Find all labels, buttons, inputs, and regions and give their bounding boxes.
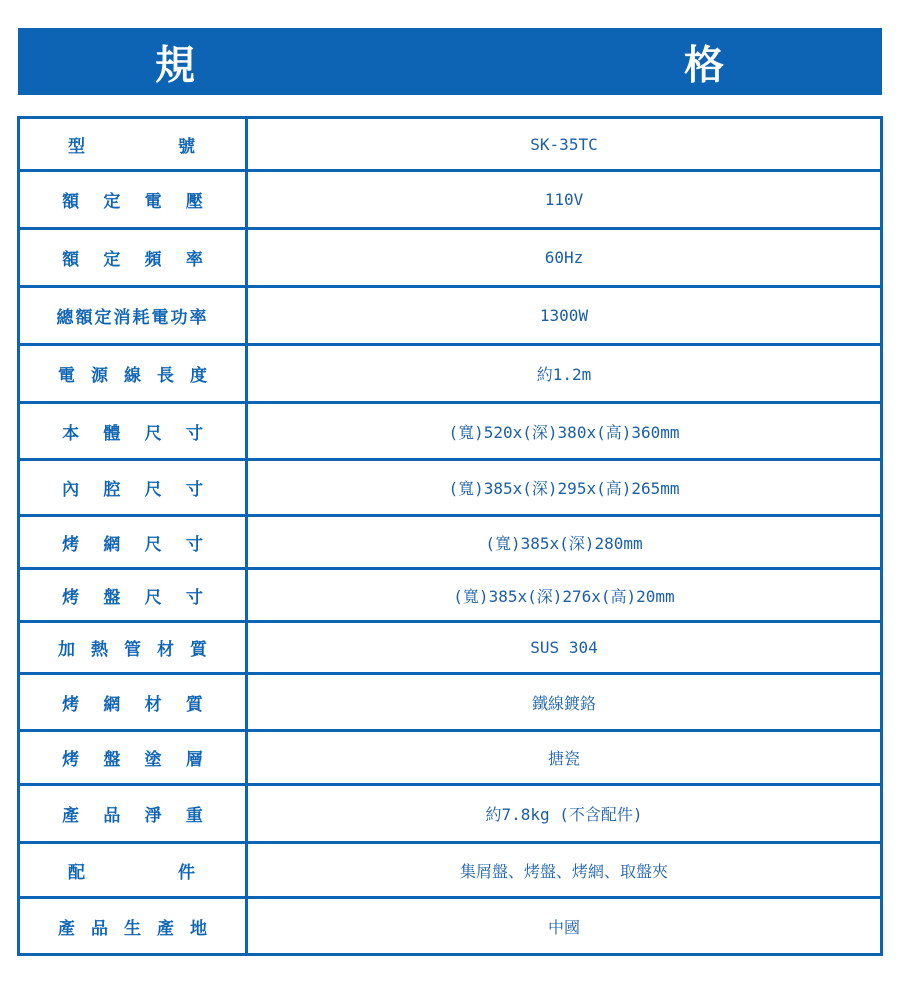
spec-label-char: 盤 [103,750,121,770]
spec-label-cell [19,516,247,569]
spec-label-char: 產 [157,918,174,939]
spec-label-char: 熱 [91,640,108,660]
spec-label-char: 件 [178,862,195,883]
spec-value: 鐵線鍍鉻 [247,674,882,731]
spec-label-char: 重 [185,806,203,826]
spec-label [20,303,245,328]
spec-label-char: 電 [58,366,75,386]
spec-label [20,690,245,715]
spec-label [20,187,245,212]
spec-label [20,245,245,270]
spec-value: (寬)385x(深)295x(高)265mm [247,460,882,516]
spec-label-char: 額 [62,250,80,270]
spec-value: 約1.2m [247,345,882,403]
spec-label-char: 地 [190,918,207,939]
spec-label-char: 電 [144,192,162,212]
spec-row [19,898,882,955]
spec-label-char: 體 [103,423,121,444]
spec-label [20,475,245,500]
header-title-right: 格 [684,42,724,88]
spec-table [17,116,883,956]
spec-label-cell [19,287,247,345]
spec-label-char: 品 [91,918,108,939]
spec-label-char: 尺 [144,423,162,444]
spec-value: 中國 [247,898,882,955]
spec-row [19,731,882,785]
spec-label-char: 寸 [185,534,203,555]
spec-label-cell [19,118,247,171]
spec-label-cell [19,345,247,403]
spec-label-char: 加 [58,640,75,660]
spec-label-cell [19,674,247,731]
spec-label-cell [19,403,247,460]
spec-label-cell [19,843,247,898]
spec-label-char: 線 [124,366,141,386]
spec-value: 110V [247,171,882,229]
spec-label-char: 生 [124,918,141,939]
spec-label-char: 寸 [185,423,203,444]
spec-label-cell [19,898,247,955]
spec-label-char: 壓 [185,192,203,212]
spec-label-char: 耗 [132,308,152,328]
spec-row [19,287,882,345]
spec-label-char: 烤 [62,587,80,608]
spec-label-char: 產 [62,806,80,826]
spec-row [19,118,882,171]
spec-label-char: 烤 [62,750,80,770]
spec-label-char: 寸 [185,587,203,608]
spec-label [20,801,245,826]
spec-label [20,745,245,770]
spec-label-char: 尺 [144,480,162,500]
spec-label [20,635,245,660]
spec-label [20,132,245,157]
spec-row [19,622,882,674]
spec-label-char: 產 [58,918,75,939]
spec-label-cell [19,171,247,229]
spec-label-char: 總 [56,308,76,328]
spec-label [20,419,245,444]
spec-label-char: 配 [68,862,85,883]
spec-label-char: 淨 [144,806,162,826]
spec-row [19,403,882,460]
spec-label [20,914,245,939]
spec-label [20,858,245,883]
spec-label-char: 尺 [144,534,162,555]
spec-label-cell [19,460,247,516]
spec-label-char: 盤 [103,587,121,608]
spec-row [19,229,882,287]
spec-row [19,171,882,229]
spec-label-char: 率 [185,250,203,270]
spec-label-cell [19,569,247,622]
spec-label-char: 內 [62,480,80,500]
spec-label-char: 長 [157,366,174,386]
spec-row [19,843,882,898]
spec-label-char: 型 [68,136,85,157]
spec-label-char: 材 [144,694,162,715]
spec-label-char: 額 [62,192,80,212]
spec-label-char: 源 [91,366,108,386]
spec-row [19,460,882,516]
spec-row [19,569,882,622]
spec-value: 搪瓷 [247,731,882,785]
spec-value: 約7.8kg (不含配件) [247,785,882,843]
spec-label [20,530,245,555]
spec-value: 60Hz [247,229,882,287]
spec-value: 1300W [247,287,882,345]
spec-label-char: 質 [185,694,203,715]
spec-label-char: 消 [113,308,133,328]
spec-label-char: 烤 [62,534,80,555]
spec-label-cell [19,229,247,287]
spec-label-char: 品 [103,806,121,826]
spec-label-char: 腔 [103,480,121,500]
spec-label-char: 材 [157,640,174,660]
spec-label-cell [19,785,247,843]
spec-label-char: 度 [190,366,207,386]
spec-label-char: 層 [185,750,203,770]
spec-row [19,674,882,731]
spec-label-char: 本 [62,423,80,444]
spec-value: (寬)520x(深)380x(高)360mm [247,403,882,460]
spec-label-char: 管 [124,640,141,660]
spec-label-char: 寸 [185,480,203,500]
spec-label-char: 網 [103,534,121,555]
spec-header-bar [18,28,882,95]
header-title-left: 規 [155,42,195,88]
spec-label-cell [19,731,247,785]
spec-value: (寬)385x(深)280mm [247,516,882,569]
spec-label-char: 網 [103,694,121,715]
spec-label-char: 質 [190,640,207,660]
spec-value: SK-35TC [247,118,882,171]
spec-label-char: 定 [103,250,121,270]
spec-label-char: 烤 [62,694,80,715]
spec-value: SUS 304 [247,622,882,674]
spec-label-char: 功 [170,308,190,328]
spec-label-char: 額 [75,308,95,328]
spec-row [19,516,882,569]
spec-label-char: 塗 [144,750,162,770]
spec-value: 集屑盤、烤盤、烤網、取盤夾 [247,843,882,898]
spec-label-char: 定 [103,192,121,212]
spec-label [20,361,245,386]
spec-label-char: 率 [189,308,209,328]
spec-label [20,583,245,608]
spec-label-char: 頻 [144,250,162,270]
spec-label-char: 定 [94,308,114,328]
spec-row [19,345,882,403]
spec-value: (寬)385x(深)276x(高)20mm [247,569,882,622]
spec-label-char: 電 [151,308,171,328]
spec-label-char: 號 [178,136,195,157]
spec-label-char: 尺 [144,587,162,608]
spec-row [19,785,882,843]
spec-label-cell [19,622,247,674]
